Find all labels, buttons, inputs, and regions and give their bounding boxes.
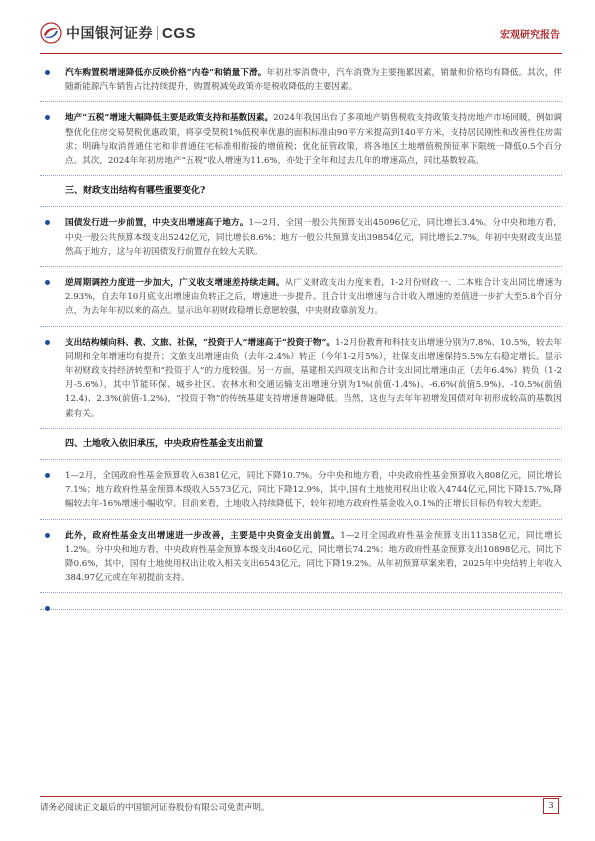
- paragraph-body: 1—2月，全国一般公共预算支出45096亿元，同比增长3.4%。分中央和地方看，中央一般公共预算本级支出5242亿元，同比增长8.6%；地方一般公共预算支出39854亿元，同比增长2.7%。年初中央财政支出显然高于地方，这与年初国债发行前置存在较大关联。: [65, 218, 562, 257]
- bullet-paragraph: [40, 214, 562, 267]
- bullet-column: [40, 336, 65, 421]
- paragraph-text: [65, 529, 562, 586]
- bullet-icon: [45, 115, 50, 120]
- paragraph-text: [65, 336, 562, 421]
- bullet-column: [40, 111, 65, 168]
- bullet-icon: [45, 70, 50, 75]
- footer-divider: [40, 796, 562, 797]
- report-body: [40, 64, 562, 617]
- paragraph-text: [65, 276, 562, 319]
- bullet-icon: [45, 280, 50, 285]
- bullet-paragraph: [40, 334, 562, 429]
- paragraph-lead: 支出结构倾向科、教、文旅、社保，“投资于人”增速高于“投资于物”。: [65, 337, 336, 348]
- paragraph-text: [65, 66, 562, 94]
- bullet-paragraph: [40, 64, 562, 102]
- paragraph-lead: 国债发行进一步前置，中央支出增速高于地方。: [65, 218, 249, 229]
- section-heading: [40, 436, 562, 460]
- report-type-label: 宏观研究报告: [500, 30, 560, 41]
- paragraph-text: [65, 437, 562, 451]
- logo-separator: [157, 26, 158, 40]
- paragraph-lead: 三、财政支出结构有哪些重要变化?: [65, 186, 206, 197]
- paragraph-text: [65, 111, 562, 168]
- paragraph-lead: 逆周期调控力度进一步加大，广义收支增速差持续走阔。: [65, 278, 285, 289]
- company-name-en: CGS: [162, 24, 197, 42]
- footer-disclaimer: 请务必阅读正文最后的中国银河证券股份有限公司免责声明。: [40, 803, 270, 813]
- header-divider: [40, 53, 562, 54]
- paragraph-lead: 汽车购置税增速降低亦反映价格“内卷”和销量下滑。: [65, 68, 267, 78]
- paragraph-text: [65, 184, 562, 198]
- paragraph-body: 1—2月，全国政府性基金预算收入6381亿元，同比下降10.7%。分中央和地方看，中央政府性基金预算收入808亿元，同比增长7.1%；地方政府性基金预算本级收入5573亿元，同比下降12.9%，其中,国有土地使用权出让收入4744亿元,同比下降15.7%,降幅较去年-16%增速小幅收窄。目前来看，土地收入持续降低下，较年初地方政府性基金收入0.1%的正增长目标仍有较大差距。: [65, 471, 562, 510]
- page-number: 3: [543, 798, 559, 814]
- bullet-paragraph: [40, 274, 562, 327]
- bullet-icon: [45, 473, 50, 478]
- galaxy-logo-icon: [40, 22, 62, 44]
- paragraph-body: 年初社零消费中，汽车消费为主要拖累因素，销量和价格均有降低。其次，伴随新能源汽车销售占比持续提升，购置税减免政策亦是税收降低的主要因素。: [65, 68, 562, 93]
- section-heading: [40, 183, 562, 207]
- bullet-icon: [45, 220, 50, 225]
- bullet-paragraph: [40, 527, 562, 594]
- bullet-column: [40, 529, 65, 586]
- paragraph-lead: 此外，政府性基金支出增速进一步改善，主要是中央资金支出前置。: [65, 530, 341, 541]
- paragraph-lead: 地产“五税”增速大幅降低主要是政策支持和基数因素。: [65, 113, 274, 124]
- company-logo: [40, 22, 196, 44]
- paragraph-lead: 四、土地收入依旧承压，中央政府性基金支出前置: [65, 438, 264, 449]
- paragraph-body: 2024年我国出台了多项地产销售税收支持政策支持房地产市场回暖，例如调整优化住房交易契税优惠政策，将享受契税1%低税率优惠的面积标准由90平方米提高到140平方米，支持居民刚性和改善性住房需求；明确与取消普通住宅和非普通住宅标准相衔接的增值税；优化征管政策，将各地区土地增值税预征率下限统一降低0.5个百分点。其次，2024年年初房地产“五税”收入增速为11.6%，亦处于全年和过去几年的增速高点，同比基数较高。: [65, 113, 563, 167]
- bullet-icon: [45, 533, 50, 538]
- company-name-cn: 中国银河证券: [66, 26, 153, 42]
- bullet-paragraph: [40, 109, 562, 176]
- paragraph-body: 1—2月全国政府性基金预算支出11358亿元，同比增长1.2%。分中央和地方看，中央政府性基金预算本级支出460亿元，同比增长74.2%；地方政府性基金预算支出10898亿元，同比下降0.6%，其中，国有土地使用权出让收入相关支出6543亿元，同比下降19.2%。从年初预算草案来看，2025年中央结转上年收入384.97亿元或在年初提前支持。: [65, 530, 562, 584]
- paragraph-body: 1-2月份教育和科技支出增速分别为7.8%、10.5%，较去年同期和全年增速均有提升；文旅支出增速由负（去年-2.4%）转正（今年1-2月5%），社保支出增速保持5.5%左右稳定增长。显示年初财政支持经济转型和“投资于人”的力度较强。另一方面，基建相关四项支出和合计支出同比增速由正（去年6.4%）转负（1-2月-5.6%），其中节能环保、城乡社区、农林水和交通运输支出增速分别为1%(前值-1.4%)、-6.6%(前值5.9%)、-10.5%(前值12.4)、2.3%(前值-1.2%)，“投资于物”的传统基建支持增速普遍降低。当然，这也与去年年初增发国债对年初形成较高的基数因素有关。: [65, 337, 562, 419]
- bullet-paragraph: [40, 467, 562, 520]
- bullet-column: [40, 216, 65, 259]
- page-header: [0, 0, 595, 58]
- bullet-column: [40, 276, 65, 319]
- paragraph-body: 从广义财政支出力度来看，1-2月份财政一、二本账合计支出同比增速为2.93%，自去年10月底支出增速由负转正之后，增速进一步提升。且合计支出增速与合计收入增速的差值进一步扩大至5.8个百分点，为去年年初以来的高点。显示出年初财政稳增长意愿较强，中央财政靠前发力。: [65, 278, 562, 317]
- paragraph-text: [65, 216, 562, 259]
- bullet-icon: [45, 340, 50, 345]
- bullet-paragraph: [40, 600, 562, 610]
- paragraph-text: [65, 469, 562, 512]
- bullet-column: [40, 66, 65, 94]
- bullet-icon: [45, 606, 50, 611]
- bullet-column: [40, 469, 65, 512]
